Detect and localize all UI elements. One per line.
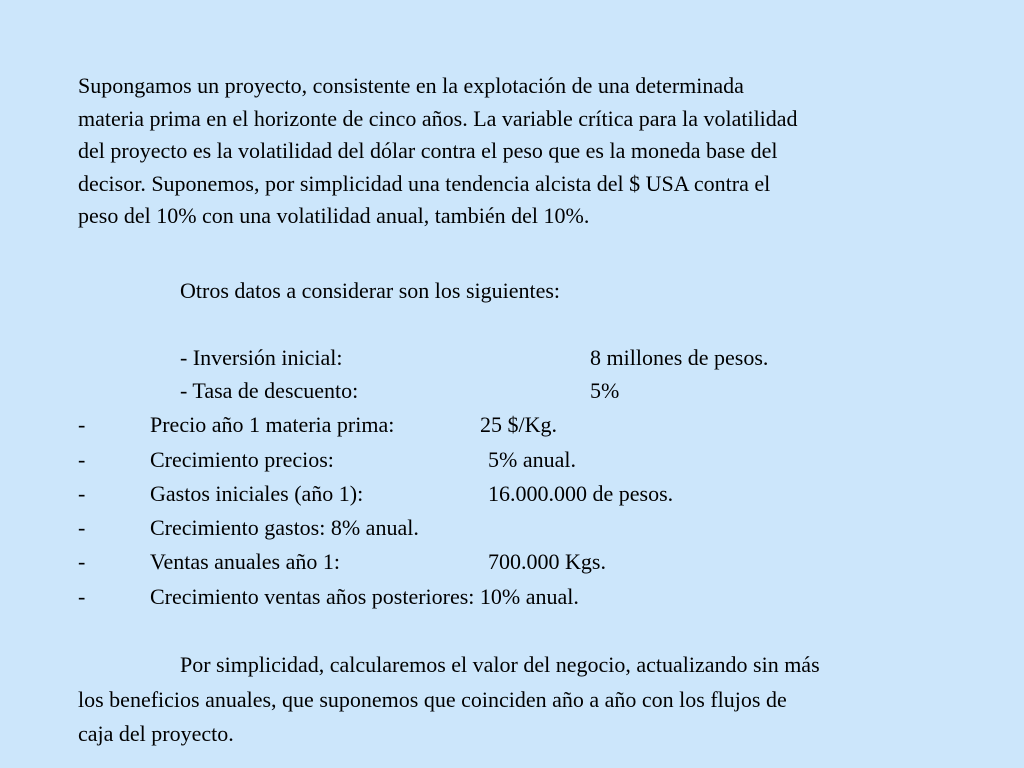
closing-line: los beneficios anuales, que suponemos que coinciden año a año con los flujos de xyxy=(78,687,787,712)
paragraph-line: del proyecto es la volatilidad del dólar contra el peso que es la moneda base del xyxy=(78,138,778,163)
sales-growth-label: Crecimiento ventas años posteriores: 10% anual. xyxy=(150,584,579,609)
other-data-heading: Otros datos a considerar son los siguientes: xyxy=(180,278,561,303)
costs-growth-label: Crecimiento gastos: 8% anual. xyxy=(150,515,419,540)
closing-line: caja del proyecto. xyxy=(78,721,234,746)
list-bullet: - xyxy=(78,481,86,506)
paragraph-line: Supongamos un proyecto, consistente en la explotación de una determinada xyxy=(78,73,744,98)
annual-sales-value: 700.000 Kgs. xyxy=(488,549,606,574)
price-value: 25 $/Kg. xyxy=(480,412,557,437)
annual-sales-label: Ventas anuales año 1: xyxy=(150,549,340,574)
investment-value: 8 millones de pesos. xyxy=(590,345,769,370)
closing-line-first: Por simplicidad, calcularemos el valor del negocio, actualizando sin más xyxy=(180,652,820,677)
list-bullet: - xyxy=(78,584,86,609)
investment-label: - Inversión inicial: xyxy=(180,345,343,370)
price-growth-value: 5% anual. xyxy=(488,447,576,472)
list-bullet: - xyxy=(78,515,86,540)
discount-rate-label: - Tasa de descuento: xyxy=(180,378,359,403)
paragraph-line: materia prima en el horizonte de cinco años. La variable crítica para la volatilidad xyxy=(78,105,798,131)
initial-costs-value: 16.000.000 de pesos. xyxy=(488,481,674,506)
list-bullet: - xyxy=(78,549,86,574)
price-growth-label: Crecimiento precios: xyxy=(150,447,334,472)
list-bullet: - xyxy=(78,412,86,437)
intro-paragraph xyxy=(78,70,1013,233)
paragraph-line: peso del 10% con una volatilidad anual, también del 10%. xyxy=(78,203,590,228)
list-bullet: - xyxy=(78,447,86,472)
price-label: Precio año 1 materia prima: xyxy=(150,412,395,437)
initial-costs-label: Gastos iniciales (año 1): xyxy=(150,481,364,506)
discount-rate-value: 5% xyxy=(590,378,620,403)
paragraph-line: decisor. Suponemos, por simplicidad una tendencia alcista del $ USA contra el xyxy=(78,170,771,196)
